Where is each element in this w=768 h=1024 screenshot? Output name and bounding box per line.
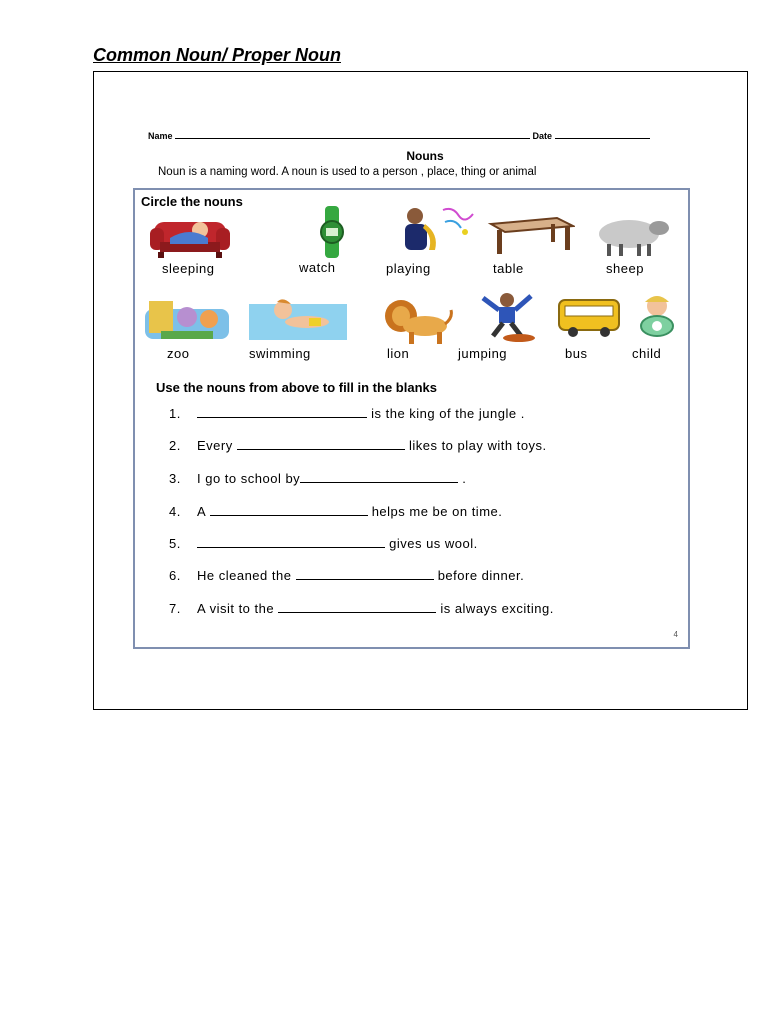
label-bus: bus (565, 346, 588, 361)
noun-definition: Noun is a naming word. A noun is used to a person , place, thing or animal (158, 166, 537, 178)
answer-blank (300, 471, 458, 483)
sentence-5 (169, 536, 478, 551)
lion-icon (373, 298, 453, 344)
wristwatch-icon (315, 206, 349, 258)
section-circle-nouns-title: Circle the nouns (141, 194, 243, 209)
label-sheep: sheep (606, 261, 644, 276)
label-table: table (493, 261, 524, 276)
sentence-text-after: helps me be on time. (367, 504, 503, 519)
sentence-text-after: . (458, 471, 467, 486)
sentence-3 (169, 471, 466, 486)
label-playing: playing (386, 261, 431, 276)
sentence-2 (169, 438, 547, 453)
name-blank (175, 130, 530, 139)
sofa-sleeping-child-icon (150, 212, 230, 258)
label-lion: lion (387, 346, 410, 361)
answer-blank (237, 438, 405, 450)
answer-blank (296, 568, 434, 580)
label-child: child (632, 346, 662, 361)
sentence-text-after: is always exciting. (436, 601, 554, 616)
table-icon (487, 216, 575, 256)
sentence-number: 7. (169, 601, 181, 616)
sentence-number: 1. (169, 406, 181, 421)
answer-blank (278, 601, 436, 613)
label-jumping: jumping (458, 346, 508, 361)
document-title: Common Noun/ Proper Noun (93, 45, 341, 65)
zoo-animals-icon (143, 295, 231, 343)
school-bus-icon (555, 294, 623, 338)
sentence-number: 3. (169, 471, 181, 486)
child-icon (631, 294, 681, 340)
sentence-number: 4. (169, 504, 181, 519)
sentence-text-before: A visit to the (197, 601, 279, 616)
sentence-text-before: I go to school by (197, 471, 301, 486)
worksheet-page-number: 4 (673, 630, 678, 639)
worksheet-image (141, 125, 705, 655)
sentence-text-before: A (197, 504, 210, 519)
date-blank (555, 130, 650, 139)
label-zoo: zoo (167, 346, 190, 361)
section-fill-blanks-title: Use the nouns from above to fill in the blanks (156, 380, 437, 395)
swimmer-icon (249, 298, 347, 340)
worksheet-heading: Nouns (406, 149, 444, 163)
sheep-icon (593, 214, 673, 258)
saxophone-player-icon (395, 204, 475, 256)
sentence-text-after: is the king of the jungle . (367, 406, 525, 421)
label-swimming: swimming (249, 346, 311, 361)
sentence-number: 5. (169, 536, 181, 551)
answer-blank (210, 504, 368, 516)
sentence-1 (169, 406, 525, 421)
answer-blank (197, 406, 367, 418)
sentence-4 (169, 504, 502, 519)
sentence-text-before: He cleaned the (197, 568, 296, 583)
sentence-text-after: likes to play with toys. (404, 438, 547, 453)
jumping-boy-icon (471, 292, 537, 342)
name-date-line (148, 130, 650, 141)
answer-blank (197, 536, 385, 548)
exercise-box (133, 188, 690, 649)
label-watch: watch (299, 260, 336, 275)
sentence-6 (169, 568, 524, 583)
sentence-text-after: before dinner. (433, 568, 525, 583)
sentence-text-before: Every (197, 438, 237, 453)
date-label: Date (532, 131, 553, 141)
sentence-7 (169, 601, 554, 616)
sentence-text-after: gives us wool. (385, 536, 478, 551)
label-sleeping: sleeping (162, 261, 215, 276)
sentence-number: 2. (169, 438, 181, 453)
sentence-number: 6. (169, 568, 181, 583)
name-label: Name (148, 131, 173, 141)
